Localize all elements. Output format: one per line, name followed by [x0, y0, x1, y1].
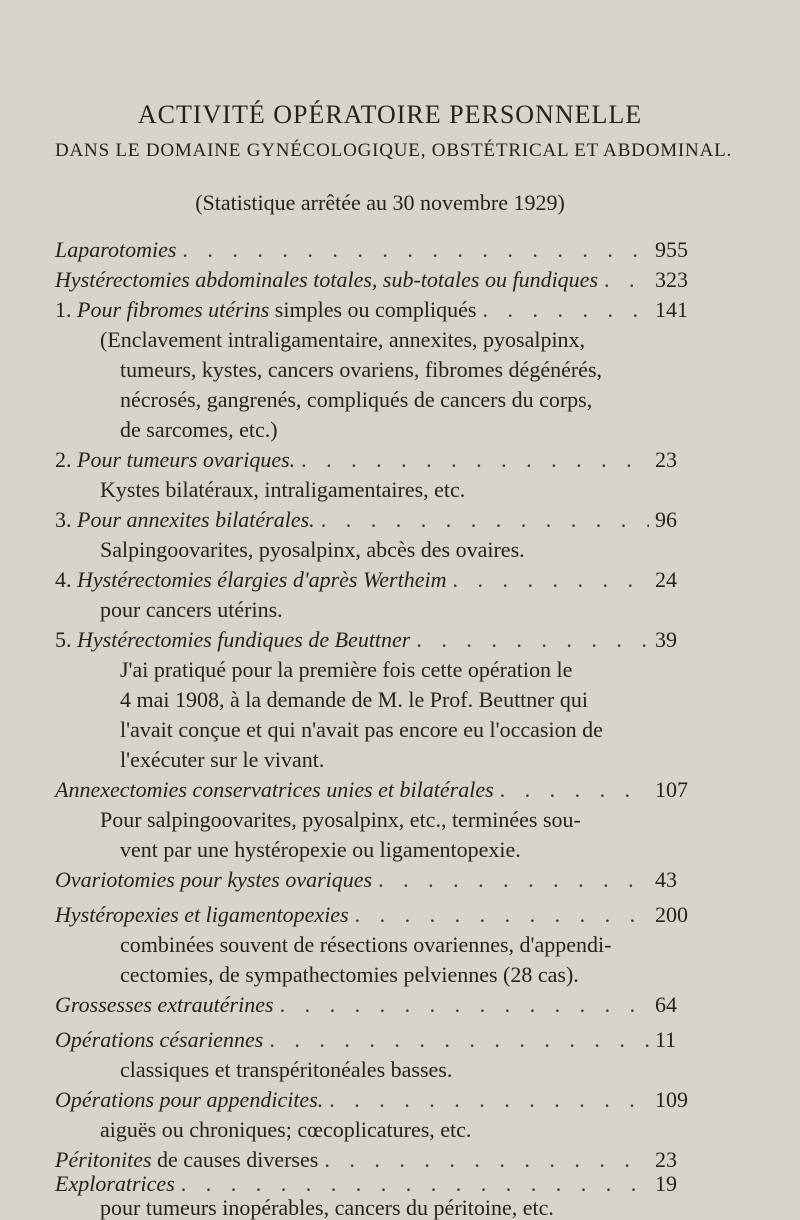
- page-title: ACTIVITÉ OPÉRATOIRE PERSONNELLE: [137, 100, 643, 129]
- leader-dots: [301, 445, 649, 475]
- entry-label: Pour annexites bilatérales.: [77, 507, 315, 532]
- entry-hysterectomies: [0, 265, 800, 295]
- entry-description: cectomies, de sympathectomies pelviennes (28 cas).: [120, 962, 579, 987]
- entry-wertheim: [0, 565, 800, 625]
- entry-value: 107: [655, 777, 688, 802]
- entry-description: pour cancers utérins.: [100, 597, 283, 622]
- entry-beuttner: [0, 625, 800, 775]
- entry-description: 4 mai 1908, à la demande de M. le Prof. Beuttner qui: [120, 687, 588, 712]
- entry-description: combinées souvent de résections ovariennes, d'appendi-: [120, 932, 612, 957]
- leader-dots: [604, 265, 649, 295]
- entry-label: Hystérectomies abdominales totales, sub-totales ou fundiques: [55, 267, 599, 292]
- entry-annexectomies: [0, 775, 800, 865]
- entry-prefix: 1.: [55, 297, 72, 322]
- leader-dots: [416, 625, 649, 655]
- leader-dots: [280, 990, 649, 1020]
- leader-dots: [500, 775, 649, 805]
- entry-label: Pour fibromes utérins: [77, 297, 270, 322]
- entry-value: 64: [655, 992, 677, 1017]
- entry-description: Pour salpingoovarites, pyosalpinx, etc., terminées sou-: [100, 807, 581, 832]
- entry-label: Opérations pour appendicites.: [55, 1087, 324, 1112]
- entry-value: 200: [655, 902, 688, 927]
- entry-description: l'avait conçue et qui n'avait pas encore eu l'occasion de: [120, 717, 603, 742]
- entry-value: 323: [655, 267, 688, 292]
- leader-dots: [355, 900, 649, 930]
- entry-exploratrices: [0, 1172, 800, 1220]
- entry-label: Pour tumeurs ovariques.: [77, 447, 296, 472]
- entry-label: Exploratrices: [55, 1171, 175, 1196]
- leader-dots: [482, 295, 649, 325]
- entry-prefix: 3.: [55, 507, 72, 532]
- entry-value: 39: [655, 627, 677, 652]
- entry-description: aiguës ou chroniques; cœcoplicatures, etc.: [100, 1117, 472, 1142]
- entry-label: Hystéropexies et ligamentopexies: [55, 902, 349, 927]
- entry-grossesses: [0, 990, 800, 1020]
- entry-ovariotomies: [0, 865, 800, 895]
- entry-value: 23: [655, 447, 677, 472]
- entry-value: 11: [655, 1027, 677, 1052]
- entry-label: Hystérectomies élargies d'après Wertheim: [77, 567, 447, 592]
- leader-dots: [321, 505, 649, 535]
- entry-description: Kystes bilatéraux, intraligamentaires, etc.: [100, 477, 466, 502]
- entry-description: pour tumeurs inopérables, cancers du péritoine, etc.: [100, 1195, 554, 1220]
- entry-label: Annexectomies conservatrices unies et bilatérales: [55, 777, 494, 802]
- entry-value: 96: [655, 507, 677, 532]
- entry-value: 24: [655, 567, 677, 592]
- entry-value: 109: [655, 1087, 688, 1112]
- entry-description: vent par une hystéropexie ou ligamentopexie.: [120, 837, 521, 862]
- entry-value: 23: [655, 1147, 677, 1172]
- entry-description: tumeurs, kystes, cancers ovariens, fibromes dégénérés,: [120, 357, 603, 382]
- entry-description: nécrosés, gangrenés, compliqués de cancers du corps,: [120, 387, 593, 412]
- entry-fibromes: [0, 295, 800, 445]
- entry-label: Ovariotomies pour kystes ovariques: [55, 867, 373, 892]
- entry-description: l'exécuter sur le vivant.: [120, 747, 325, 772]
- entry-value: 141: [655, 297, 688, 322]
- leader-dots: [378, 865, 649, 895]
- entry-label: Hystérectomies fundiques de Beuttner: [77, 627, 411, 652]
- entry-label-rest: simples ou compliqués: [274, 297, 477, 322]
- entry-description: de sarcomes, etc.): [120, 417, 278, 442]
- leader-dots: [269, 1025, 649, 1055]
- entry-label: Grossesses extrautérines: [55, 992, 274, 1017]
- entry-label: Péritonites: [55, 1147, 152, 1172]
- entry-value: 43: [655, 867, 677, 892]
- entry-annexites: [0, 505, 800, 565]
- entry-prefix: 2.: [55, 447, 72, 472]
- leader-dots: [182, 235, 649, 265]
- entry-label-rest: de causes diverses: [157, 1147, 319, 1172]
- entry-value: 955: [655, 237, 688, 262]
- entry-hysteropexies: [0, 900, 800, 990]
- entry-prefix: 4.: [55, 567, 72, 592]
- leader-dots: [452, 565, 649, 595]
- leader-dots: [181, 1172, 649, 1196]
- entry-value: 19: [655, 1171, 677, 1196]
- leader-dots: [324, 1145, 649, 1175]
- entry-label: Opérations césariennes: [55, 1027, 264, 1052]
- entry-description: (Enclavement intraligamentaire, annexites, pyosalpinx,: [100, 327, 586, 352]
- entry-description: classiques et transpéritonéales basses.: [120, 1057, 453, 1082]
- entry-label: Laparotomies: [55, 237, 177, 262]
- entry-cesariennes: [0, 1025, 800, 1085]
- entry-laparotomies: [0, 235, 800, 265]
- entry-description: J'ai pratiqué pour la première fois cette opération le: [120, 657, 573, 682]
- entry-prefix: 5.: [55, 627, 72, 652]
- entry-appendicites: [0, 1085, 800, 1145]
- entry-description: Salpingoovarites, pyosalpinx, abcès des ovaires.: [100, 537, 525, 562]
- leader-dots: [329, 1085, 649, 1115]
- date-note: (Statistique arrêtée au 30 novembre 1929): [195, 190, 565, 215]
- entry-tumeurs-ovariques: [0, 445, 800, 505]
- page-subtitle: DANS LE DOMAINE GYNÉCOLOGIQUE, OBSTÉTRICAL ET ABDOMINAL.: [55, 140, 733, 161]
